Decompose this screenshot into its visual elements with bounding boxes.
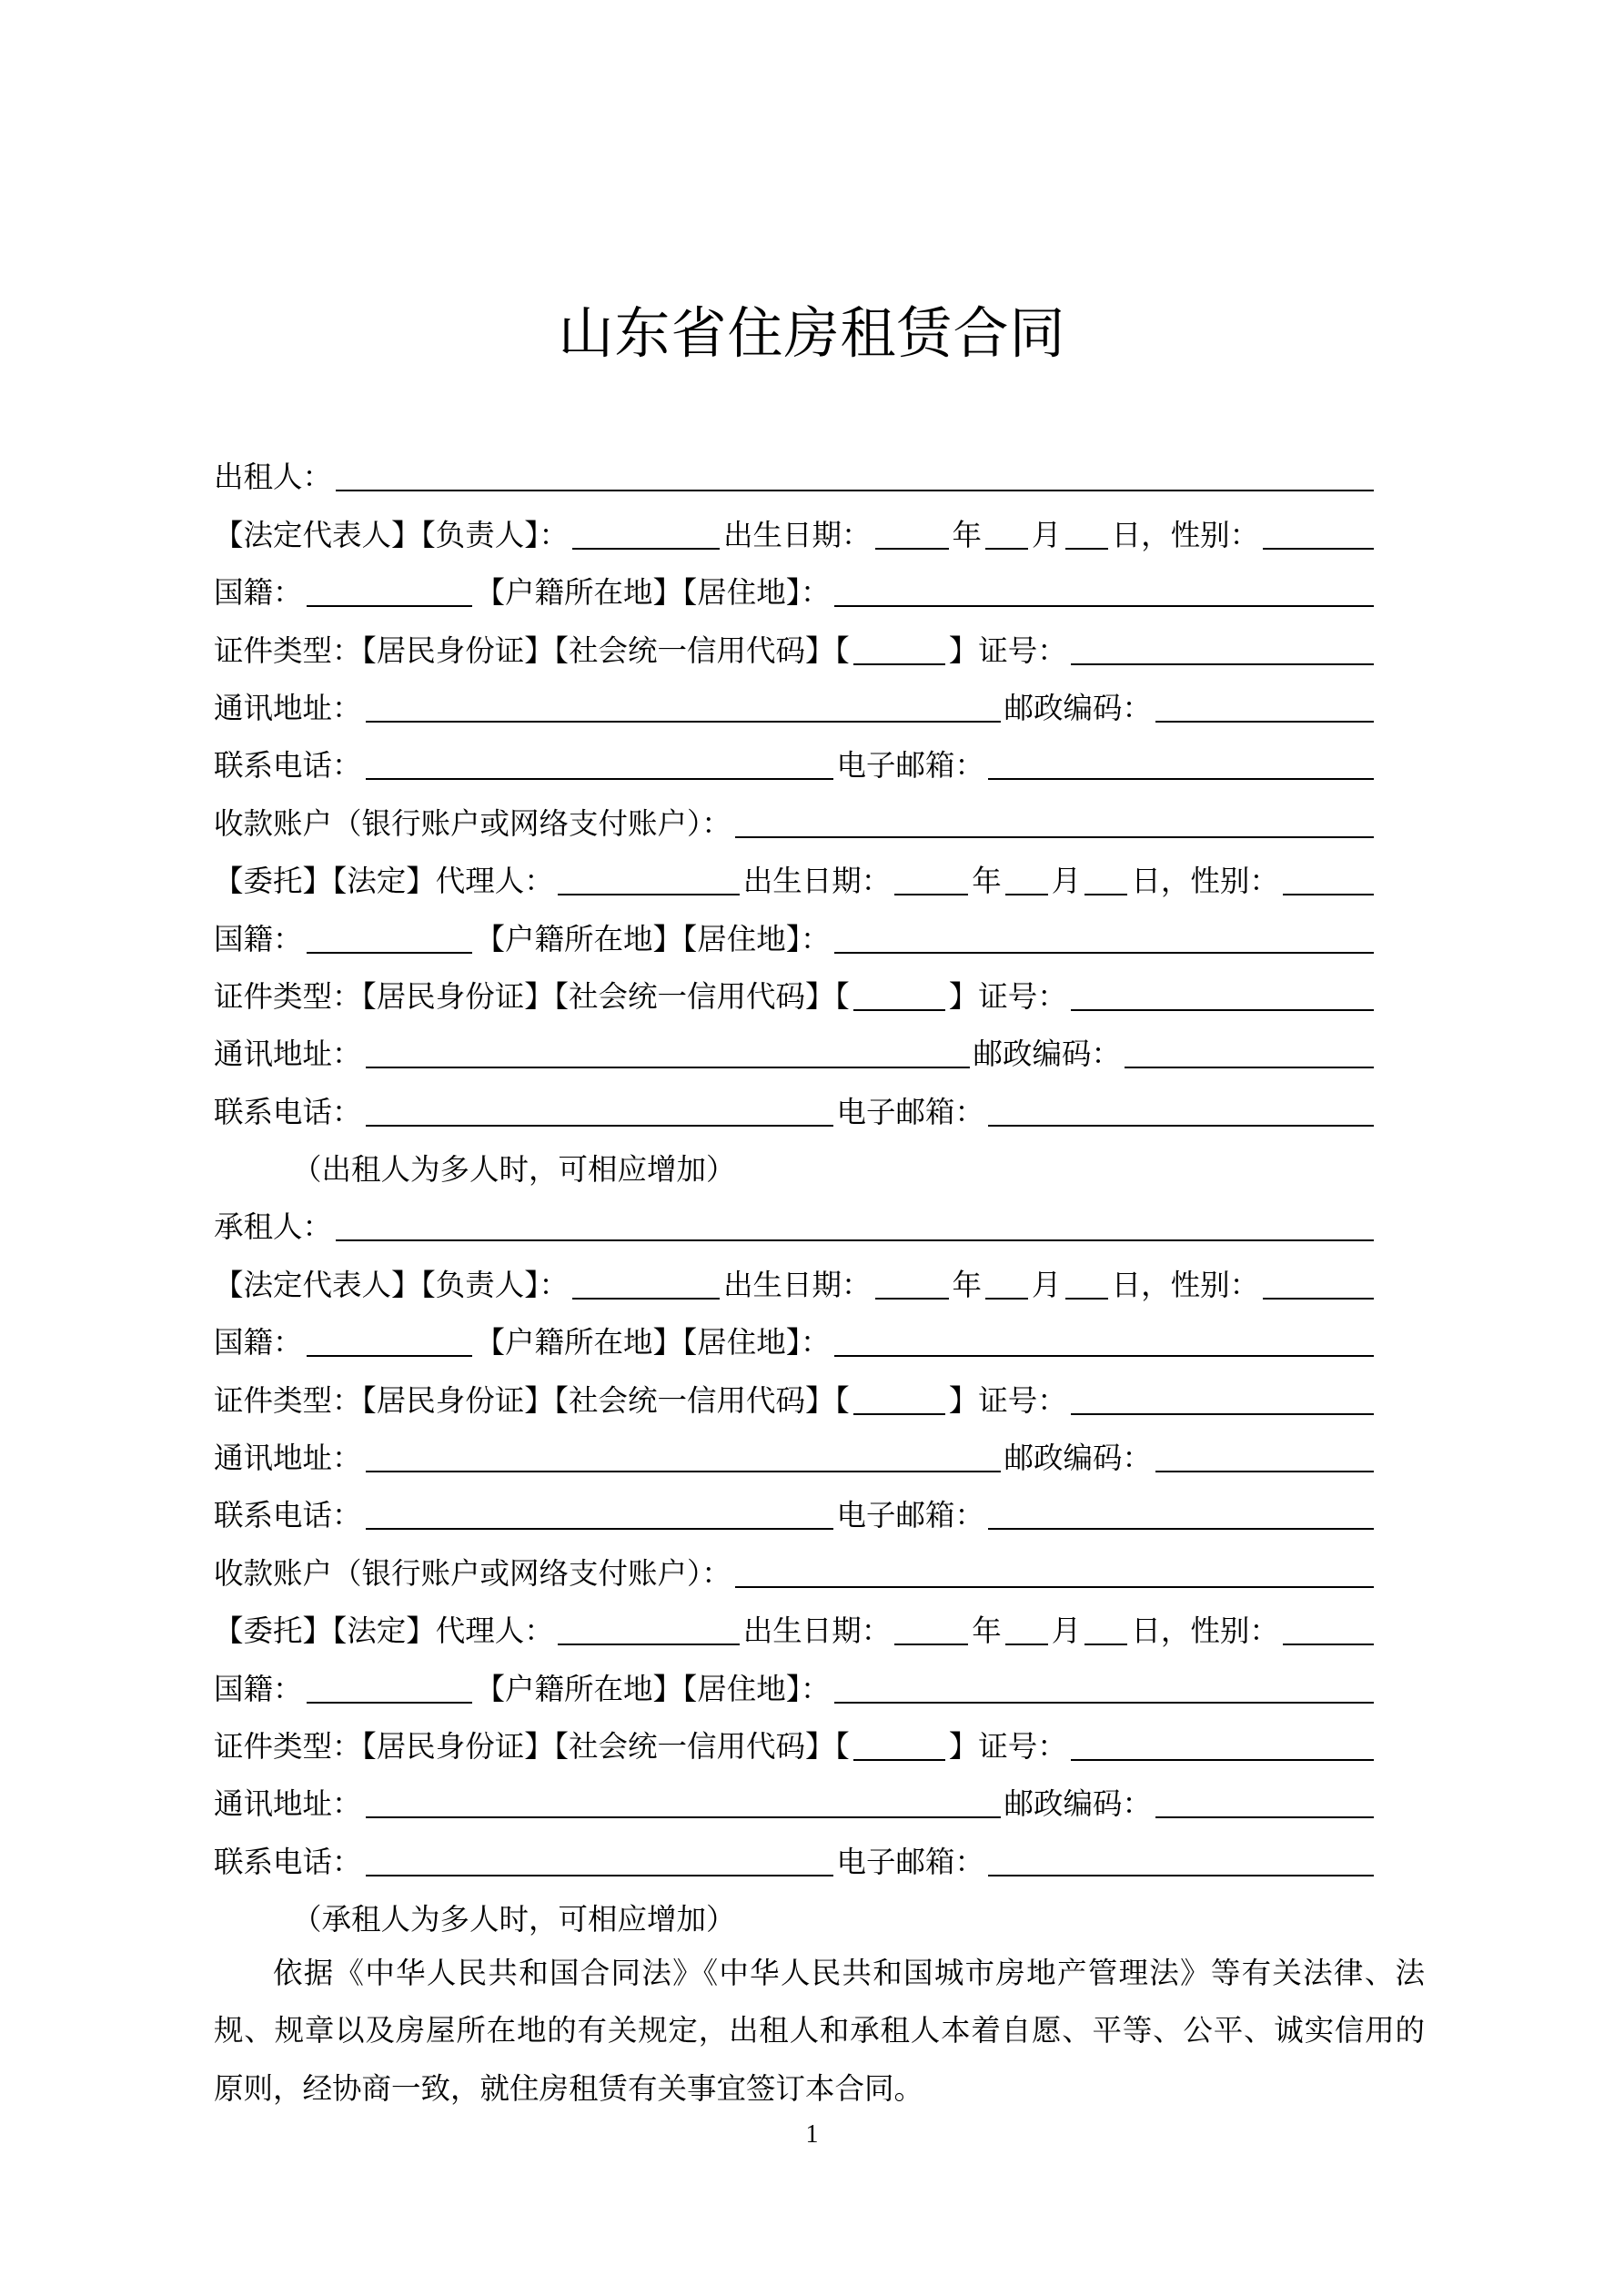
field-label: 月 [1032, 518, 1062, 551]
field-label: 【户籍所在地】【居住地】： [475, 922, 831, 956]
form-row [214, 1193, 1377, 1250]
form-row [214, 674, 1377, 732]
residence-field[interactable] [834, 578, 1374, 607]
document-title: 山东省住房租赁合同 [558, 302, 1066, 364]
birth-year-field[interactable] [875, 521, 949, 550]
gender-field[interactable] [1263, 521, 1374, 550]
phone-field[interactable] [366, 1097, 833, 1127]
field-label: 月 [1032, 1268, 1062, 1301]
field-label: 年 [972, 1614, 1002, 1648]
field-label: 国籍： [214, 1672, 303, 1705]
field-label: 国籍： [214, 1326, 303, 1360]
field-label: 邮政编码： [1004, 1441, 1153, 1475]
other-id-type-field[interactable] [853, 982, 945, 1011]
address-field[interactable] [366, 1443, 1001, 1472]
form-row [214, 1886, 1377, 1943]
birth-month-field[interactable] [985, 1270, 1028, 1300]
field-label: 联系电话： [214, 1845, 362, 1878]
birth-day-field[interactable] [1065, 1270, 1108, 1300]
form-row [214, 1482, 1377, 1539]
form-row [214, 847, 1377, 905]
gender-field[interactable] [1263, 1270, 1374, 1300]
field-label: 电子邮箱： [836, 1845, 985, 1878]
birth-month-field[interactable] [1005, 866, 1048, 895]
representative-field[interactable] [572, 521, 720, 550]
email-field[interactable] [988, 1501, 1374, 1530]
party-info-form [214, 443, 1377, 1943]
form-row [214, 789, 1377, 846]
postcode-field[interactable] [1155, 1789, 1374, 1818]
field-label: 通讯地址： [214, 691, 362, 724]
phone-field[interactable] [366, 1501, 833, 1530]
lessor-name-field[interactable] [336, 462, 1374, 491]
residence-field[interactable] [834, 1674, 1374, 1704]
form-row [214, 1136, 1377, 1193]
phone-field[interactable] [366, 751, 833, 780]
field-label: 国籍： [214, 576, 303, 610]
agent-name-field[interactable] [558, 866, 740, 895]
field-label: 邮政编码： [973, 1037, 1122, 1071]
field-label: 电子邮箱： [836, 749, 985, 783]
field-label: 承租人： [214, 1210, 333, 1244]
field-label: 年 [952, 1268, 983, 1301]
form-row [214, 559, 1377, 616]
field-label: 国籍： [214, 922, 303, 956]
address-field[interactable] [366, 693, 1001, 723]
form-row [214, 1424, 1377, 1482]
postcode-field[interactable] [1125, 1039, 1374, 1068]
field-label: 收款账户（银行账户或网络支付账户）： [214, 806, 731, 840]
address-field[interactable] [366, 1789, 1001, 1818]
field-label: 】证号： [948, 1729, 1067, 1763]
field-label: 证件类型：【居民身份证】【社会统一信用代码】【 [214, 1729, 850, 1763]
email-field[interactable] [988, 1097, 1374, 1127]
field-label: 通讯地址： [214, 1037, 362, 1071]
field-label: 日，性别： [1111, 1268, 1260, 1301]
id-number-field[interactable] [1071, 982, 1374, 1011]
note-text: （承租人为多人时，可相应增加） [292, 1903, 736, 1937]
form-row [214, 1309, 1377, 1366]
field-label: 【法定代表人】【负责人】： [214, 518, 570, 551]
form-row [214, 1770, 1377, 1827]
postcode-field[interactable] [1155, 1443, 1374, 1472]
field-label: 】证号： [948, 633, 1067, 667]
field-label: 日，性别： [1131, 1614, 1279, 1648]
form-row [214, 1020, 1377, 1077]
field-label: 联系电话： [214, 1499, 362, 1532]
id-number-field[interactable] [1071, 1732, 1374, 1761]
field-label: 邮政编码： [1004, 691, 1153, 724]
postcode-field[interactable] [1155, 693, 1374, 723]
field-label: 收款账户（银行账户或网络支付账户）： [214, 1556, 731, 1590]
field-label: 证件类型：【居民身份证】【社会统一信用代码】【 [214, 633, 850, 667]
field-label: 月 [1051, 865, 1082, 898]
field-label: 日，性别： [1131, 865, 1279, 898]
phone-field[interactable] [366, 1847, 833, 1876]
field-label: 电子邮箱： [836, 1499, 985, 1532]
field-label: 【法定代表人】【负责人】： [214, 1268, 570, 1301]
form-row [214, 1827, 1377, 1885]
birth-year-field[interactable] [894, 1616, 968, 1645]
field-label: 出租人： [214, 460, 333, 494]
form-row [214, 616, 1377, 673]
gender-field[interactable] [1283, 866, 1374, 895]
id-number-field[interactable] [1071, 636, 1374, 665]
nationality-field[interactable] [307, 1328, 472, 1357]
birth-year-field[interactable] [894, 866, 968, 895]
preamble-paragraph: 依据《中华人民共和国合同法》《中华人民共和国城市房地产管理法》等有关法律、法规、规章以及房屋所在地的有关规定，出租人和承租人本着自愿、平等、公平、诚实信用的原则，经协商一致，就住房租赁有关事宜签订本合同。 [214, 1957, 1425, 2105]
field-label: 年 [972, 865, 1002, 898]
field-label: 年 [952, 518, 983, 551]
field-label: 联系电话： [214, 749, 362, 783]
lessee-name-field[interactable] [336, 1212, 1374, 1241]
agent-name-field[interactable] [558, 1616, 740, 1645]
field-label: 日，性别： [1111, 518, 1260, 551]
other-id-type-field[interactable] [853, 1386, 945, 1415]
residence-field[interactable] [834, 925, 1374, 954]
nationality-field[interactable] [307, 925, 472, 954]
residence-field[interactable] [834, 1328, 1374, 1357]
form-row [214, 1654, 1377, 1712]
form-row [214, 1539, 1377, 1596]
id-number-field[interactable] [1071, 1386, 1374, 1415]
address-field[interactable] [366, 1039, 970, 1068]
birth-day-field[interactable] [1084, 1616, 1127, 1645]
field-label: 【委托】【法定】代理人： [214, 865, 554, 898]
field-label: 【委托】【法定】代理人： [214, 1614, 554, 1648]
email-field[interactable] [988, 751, 1374, 780]
page-number: 1 [805, 2120, 819, 2149]
field-label: 通讯地址： [214, 1787, 362, 1821]
birth-year-field[interactable] [875, 1270, 949, 1300]
field-label: 】证号： [948, 979, 1067, 1013]
note-text: （出租人为多人时，可相应增加） [292, 1153, 736, 1187]
representative-field[interactable] [572, 1270, 720, 1300]
nationality-field[interactable] [307, 578, 472, 607]
other-id-type-field[interactable] [853, 1732, 945, 1761]
form-row [214, 905, 1377, 962]
form-row [214, 963, 1377, 1020]
form-row [214, 1713, 1377, 1770]
account-field[interactable] [735, 1559, 1374, 1588]
field-label: 电子邮箱： [836, 1095, 985, 1128]
field-label: 出生日期： [742, 865, 892, 898]
field-label: 联系电话： [214, 1095, 362, 1128]
birth-day-field[interactable] [1065, 521, 1108, 550]
field-label: 【户籍所在地】【居住地】： [475, 1672, 831, 1705]
field-label: 月 [1051, 1614, 1082, 1648]
field-label: 通讯地址： [214, 1441, 362, 1475]
form-row [214, 443, 1377, 501]
form-row [214, 1250, 1377, 1308]
field-label: 【户籍所在地】【居住地】： [475, 576, 831, 610]
field-label: 】证号： [948, 1383, 1067, 1417]
nationality-field[interactable] [307, 1674, 472, 1704]
form-row [214, 501, 1377, 558]
other-id-type-field[interactable] [853, 636, 945, 665]
birth-month-field[interactable] [985, 521, 1028, 550]
form-row [214, 1597, 1377, 1654]
form-row [214, 1077, 1377, 1135]
field-label: 邮政编码： [1004, 1787, 1153, 1821]
field-label: 出生日期： [723, 518, 872, 551]
form-row [214, 732, 1377, 789]
form-row [214, 1366, 1377, 1423]
field-label: 证件类型：【居民身份证】【社会统一信用代码】【 [214, 979, 850, 1013]
birth-day-field[interactable] [1084, 866, 1127, 895]
field-label: 证件类型：【居民身份证】【社会统一信用代码】【 [214, 1383, 850, 1417]
field-label: 【户籍所在地】【居住地】： [475, 1326, 831, 1360]
gender-field[interactable] [1283, 1616, 1374, 1645]
email-field[interactable] [988, 1847, 1374, 1876]
account-field[interactable] [735, 809, 1374, 838]
field-label: 出生日期： [723, 1268, 872, 1301]
birth-month-field[interactable] [1005, 1616, 1048, 1645]
field-label: 出生日期： [742, 1614, 892, 1648]
